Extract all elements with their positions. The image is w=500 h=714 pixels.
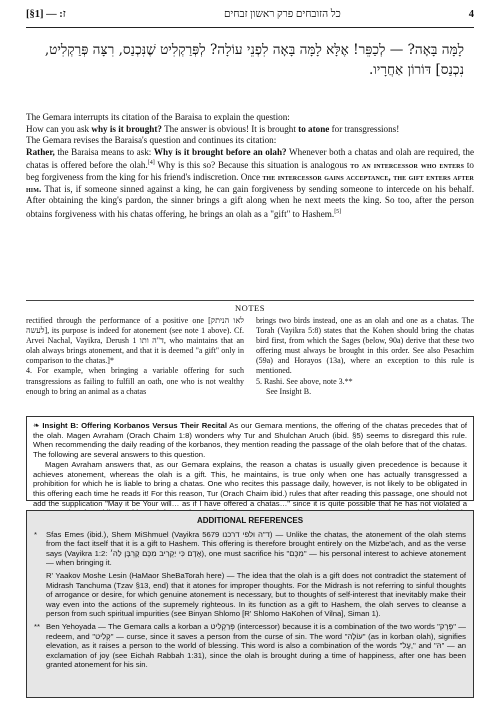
insight-paragraph-2: Magen Avraham answers that, as our Gemara explains, the reason a chatas is usually given precedence is because it achieves atonement, whereas the olah is a gift. This, he maintains, is true only when one has actually transgressed a prohibition for which he is liable to bring a chatas. One who recites this passage daily, however, is not likely to be obligated in this offering each time he reads it! For this reason, Tur (Orach Chaim ibid.) rules that after reading this passage, one should not add the supplication "May it be Your will… as if I have offered a chatas…" since it is quite possible that he has not violated a	[33, 459, 467, 508]
paragraph-2: How can you ask why is it brought? The answer is obvious! It is brought to atone for transgressions!	[26, 123, 400, 134]
insight-heading: Insight B: Offering Korbanos Versus Their Recital	[42, 421, 227, 430]
notes-divider	[26, 300, 474, 301]
notes-column-right	[256, 316, 474, 397]
note-5-see: See Insight B.	[266, 386, 312, 396]
page-header	[26, 9, 474, 25]
reference-item	[34, 571, 466, 619]
insight-box	[26, 416, 474, 508]
insight-paragraph-1: ❧ Insight B: Offering Korbanos Versus Their Recital As our Gemara mentions, the offering of the chatas precedes that of the olah. Magen Avraham (Orach Chaim 1:8) wonders why Tur and Shulchan Aruch (ibid. §5) seems to disregard this rule. When recommending the daily reading of the korbanos, they mention reading the passage of the olah before that of the chatas. The following are several answers to this question.	[33, 421, 467, 460]
gemara-note-2: The Gemara revises the Baraisa's question and continues its citation:	[26, 135, 277, 146]
hebrew-text: לָמָּה בָּאָה? — לְכַפֵּר! אֶלָּא לָמָּה בָּאָה לִפְנֵי עוֹלָה? לְפְּרַקְלִיט שֶׁנִּכְנַס, רִצָּה פְּרַקְלִיט, נִכְנַס] דּוֹרוֹן אַחֲרָיו.	[44, 42, 464, 78]
note-continuation: rectified through the performance of a positive one [לאו הניתק לעשה], its purpose is indeed for atonement (see note 1 above). Cf. Arvei Nachal, Vayikra, Derush 1 ד"ה ותו, who maintains that an olah always brings atonement, and that it is deemed "a gift" only in comparison to the chatas.]*	[26, 316, 244, 366]
reference-text: Sfas Emes (ibid.), Shem MiShmuel (Vayikra 5679 ד"ה ולפי דרכנו) — Unlike the chatas, the atonement of the olah stems from the fact itself that it is a gift to Hashem. This offering is therefore brought entirely on the Mizbe'ach, and as the verse says (Vayikra 1:2: אָדָם כִּי יַקְרִיב מִכֶּם קָרְבָּן לַה׳), one must sacrifice his "מִכֶּם" — his personal interest to achieve atonement — when bringing it.	[46, 529, 467, 568]
reference-mark: *	[34, 529, 37, 539]
notes-column-left	[26, 316, 244, 397]
notes-title: NOTES	[235, 303, 265, 313]
additional-references-title: ADDITIONAL REFERENCES	[196, 516, 304, 525]
running-title: כל הזובחים פרק ראשון זבחים	[224, 9, 341, 20]
note-4: 4. For example, when bringing a variable offering for such transgressions as failing to fulfill an oath, one who is not wealthy enough to bring an animal as a chatas	[26, 366, 244, 396]
footnote-ref-4: [4]	[147, 160, 155, 167]
paragraph-4: Rather, the Baraisa means to ask: Why is it brought before an olah? Whenever both a chatas and olah are required, the chatas is offered before the olah.[4] Why is this so? Because this situation is analogous to an intercessor who enters to beg forgiveness from the king for his friend's indiscretion. Once the intercessor gains acceptance, the gift enters after him. That is, if someone sinned against a king, he can gain forgiveness by sending someone to intercede on his behalf. After obtaining the king's pardon, the sinner brings a gift along when he next meets the king. So too, after the person obtains forgiveness with his chatas offering, he brings an olah as a "gift" to Hashem.[5]	[26, 146, 475, 219]
gemara-note-1: The Gemara interrupts its citation of the Baraisa to explain the question:	[26, 112, 290, 122]
header-divider	[26, 27, 474, 28]
reference-item	[34, 530, 466, 568]
reference-item	[34, 622, 466, 670]
section-marker: [§1] — :ז	[26, 9, 66, 20]
reference-mark: **	[34, 621, 40, 631]
fleuron-icon: ❧	[33, 421, 40, 430]
main-commentary	[26, 112, 474, 220]
footnote-ref-5: [5]	[334, 208, 342, 215]
additional-references-box	[26, 510, 474, 698]
note-5: 5. Rashi. See above, note 3.**	[256, 376, 353, 386]
note-4-continuation: brings two birds instead, one as an olah and one as a chatas. The Torah (Vayikra 5:8) states that the Kohen should bring the chatas bird first, from which the Sages (below, 90a) derive that these two offering must always be brought in this order. See also Pesachim (59a) and Horayos (13a), where an exception to this rule is mentioned.	[256, 316, 474, 376]
reference-text: Ben Yehoyada — The Gemara calls a korban a פְּרַקְלִיט (intercessor) because it is a combination of the two words "פֶּרֶק" — redeem, and "קְלִיט" — curse, since it saves a person from the curse of sin. The word "עוֹלָה" (as in korban olah), signifies elevation, as it raises a person to the world of blessing. This word is also a combination of the words "עָל," and "הּ" — an exclamation of joy (see Eichah Rabbah 1:31), since the olah is brought during a time of happiness, after one has been granted atonement for his sin.	[46, 621, 466, 670]
reference-text: R' Yaakov Moshe Lesin (HaMaor SheBaTorah here) — The idea that the olah is a gift does not contradict the statement of Midrash Tanchuma (Tzav §13, end) that it atones for improper thoughts. For the Midrash is not referring to sinful thoughts of arrogance or desire, for which genuine atonement is necessary, but to thoughts of self-interest that inevitably make their way even into the actions of the supremely righteous. In its function as a gift to Hashem, the olah serves to cleanse a person from such spiritual impurities (see Binyan Shlomo [R' Shlomo HaKohen of Vilna], Siman 1).	[46, 570, 466, 619]
page-number: 4	[468, 9, 474, 20]
